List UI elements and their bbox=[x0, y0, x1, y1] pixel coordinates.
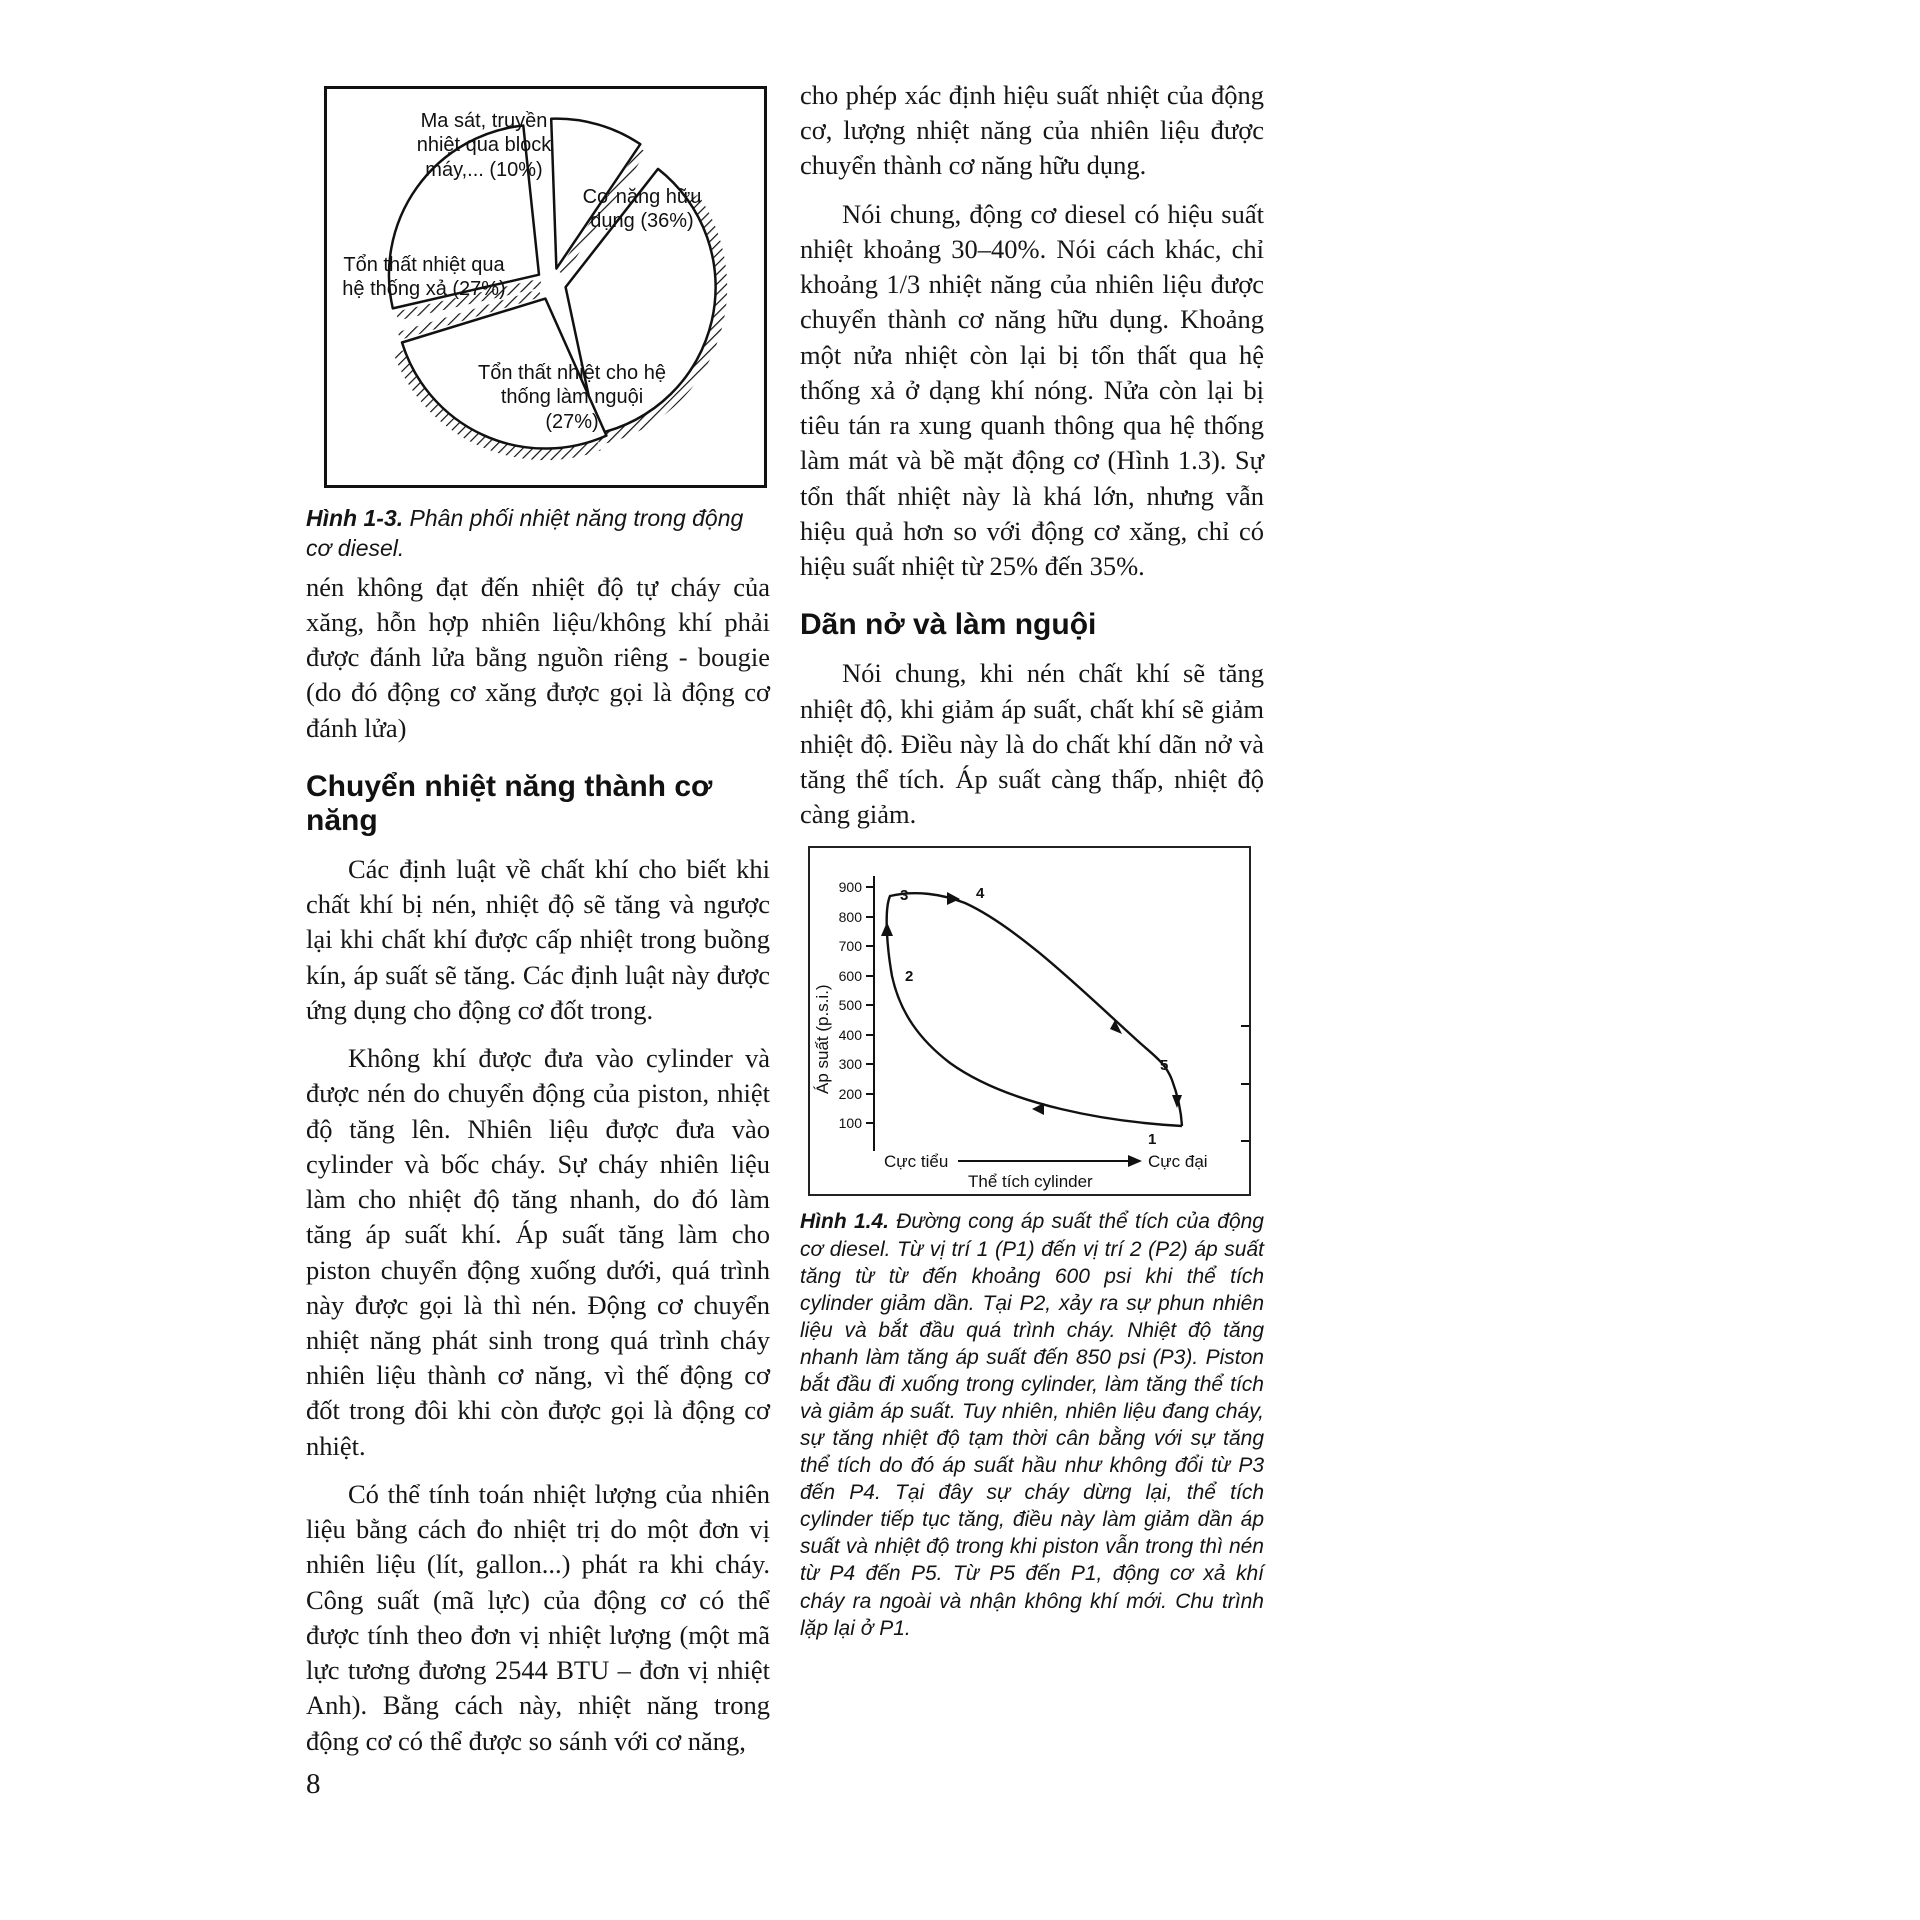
svg-text:900: 900 bbox=[838, 879, 862, 896]
svg-text:100: 100 bbox=[838, 1115, 862, 1132]
left-column bbox=[306, 86, 770, 1772]
pv-y-tick-labels bbox=[839, 879, 863, 1131]
pv-diagram-svg bbox=[810, 848, 1249, 1194]
pv-cycle-curve bbox=[887, 894, 1182, 1127]
svg-text:500: 500 bbox=[838, 997, 862, 1014]
svg-text:3: 3 bbox=[900, 887, 909, 905]
paragraph-expansion: Nói chung, khi nén chất khí sẽ tăng nhiệt độ, khi giảm áp suất, chất khí sẽ giảm nhiệt độ. Điều này là do chất khí dãn nở và tăng thể tích. Áp suất càng thấp, nhiệt độ càng giảm. bbox=[800, 658, 1264, 830]
pie-label-friction: Ma sát, truyền nhiệt qua block máy,... (10%) bbox=[416, 110, 552, 181]
pv-direction-arrows bbox=[881, 892, 1182, 1115]
pie-label-exhaust-loss: Tổn thất nhiệt qua hệ thống xả (27%) bbox=[342, 254, 506, 301]
section-heading-expansion-cooling: Dãn nở và làm nguội bbox=[800, 608, 1097, 642]
figure-1-3 bbox=[306, 86, 770, 564]
figure-1-3-caption-text: Phân phối nhiệt năng trong động cơ diesel. bbox=[306, 505, 744, 561]
paragraph-gas-laws: Các định luật về chất khí cho biết khi chất khí bị nén, nhiệt độ sẽ tăng và ngược lại khi chất khí được cấp nhiệt trong buồng kín, áp suất sẽ tăng. Các định luật này được ứng dụng cho động cơ đốt trong. bbox=[306, 853, 770, 1025]
pie-chart-frame bbox=[324, 86, 767, 488]
paragraph-thermal-efficiency-continuation: cho phép xác định hiệu suất nhiệt của động cơ, lượng nhiệt năng của nhiên liệu được chuyển thành cơ năng hữu dụng. bbox=[800, 80, 1264, 181]
pv-x-max-label: Cực đại bbox=[1148, 1152, 1208, 1172]
paragraph-engine-cycle: Không khí được đưa vào cylinder và được nén do chuyển động của piston, nhiệt độ tăng lên. Nhiên liệu được đưa vào cylinder và bốc cháy. Sự cháy nhiên liệu làm cho nhiệt độ tăng nhanh, do đó làm tăng áp suất khí. Áp suất tăng làm cho piston chuyển động xuống dưới, quá trình này được gọi là thì nén. Động cơ chuyển nhiệt năng phát sinh trong quá trình cháy nhiên liệu thành cơ năng, vì thế động cơ đốt trong đôi khi còn được gọi là động cơ nhiệt. bbox=[306, 1043, 770, 1461]
svg-text:300: 300 bbox=[838, 1056, 862, 1073]
pv-x-min-label: Cực tiểu bbox=[884, 1152, 949, 1172]
svg-text:2: 2 bbox=[905, 968, 914, 986]
figure-1-4-caption-label: Hình 1.4. bbox=[800, 1210, 889, 1234]
paragraph-heat-value: Có thể tính toán nhiệt lượng của nhiên liệu bằng cách đo nhiệt trị do một đơn vị nhiên liệu (lít, gallon...) phát ra khi cháy. Công suất (mã lực) của động cơ có thể được tính theo đơn vị nhiệt lượng (một mã lực tương đương 2544 BTU – đơn vị nhiệt Anh). Bằng cách này, nhiệt năng trong động cơ có thể được so sánh với cơ năng, bbox=[306, 1478, 770, 1756]
figure-1-4-caption bbox=[800, 1208, 1264, 1641]
pv-y-axis bbox=[866, 876, 874, 1151]
paragraph-ignition-continuation: nén không đạt đến nhiệt độ tự cháy của xăng, hỗn hợp nhiên liệu/không khí phải được đánh lửa bằng nguồn riêng - bougie (do đó động cơ xăng được gọi là động cơ đánh lửa) bbox=[306, 571, 770, 743]
svg-text:1: 1 bbox=[1148, 1131, 1157, 1149]
svg-text:800: 800 bbox=[838, 909, 862, 926]
pie-label-useful-work: Cơ năng hữu dụng (36%) bbox=[582, 186, 702, 233]
right-column bbox=[800, 78, 1264, 1642]
section-heading-heat-to-mechanical: Chuyển nhiệt năng thành cơ năng bbox=[306, 769, 713, 837]
paragraph-diesel-efficiency: Nói chung, động cơ diesel có hiệu suất nhiệt khoảng 30–40%. Nói cách khác, chỉ khoảng 1/3 nhiệt năng của nhiên liệu được chuyển thành cơ năng hữu dụng. Khoảng một nửa nhiệt còn lại bị tổn thất qua hệ thống xả ở dạng khí nóng. Nửa còn lại bị tiêu tán ra xung quanh thông qua hệ thống làm mát và bề mặt động cơ (Hình 1.3). Sự tổn thất nhiệt này là khá lớn, nhưng vẫn hiệu quả hơn so với động cơ xăng, chỉ có hiệu suất nhiệt từ 25% đến 35%. bbox=[800, 198, 1264, 582]
pv-y-axis-label: Áp suất (p.s.i.) bbox=[813, 984, 832, 1095]
pv-diagram-frame bbox=[808, 846, 1251, 1196]
svg-text:5: 5 bbox=[1160, 1057, 1169, 1075]
figure-1-3-caption-label: Hình 1-3. bbox=[306, 505, 404, 531]
pv-x-axis-label: Thể tích cylinder bbox=[968, 1172, 1093, 1192]
page-number: 8 bbox=[306, 1768, 321, 1800]
svg-text:200: 200 bbox=[838, 1086, 862, 1103]
svg-text:400: 400 bbox=[838, 1027, 862, 1044]
svg-text:700: 700 bbox=[838, 938, 862, 955]
svg-text:4: 4 bbox=[976, 885, 985, 903]
figure-1-4-caption-text: Đường cong áp suất thể tích của động cơ diesel. Từ vị trí 1 (P1) đến vị trí 2 (P2) áp suất tăng từ từ đến khoảng 600 psi khi thể tích cylinder giảm dần. Tại P2, xảy ra sự phun nhiên liệu và bắt đầu quá trình cháy. Nhiệt độ tăng nhanh làm tăng áp suất đến 850 psi (P3). Piston bắt đầu đi xuống trong cylinder, làm tăng thể tích và giảm áp suất. Tuy nhiên, nhiên liệu đang cháy, sự tăng nhiệt độ tạm thời cân bằng với sự tăng thể tích do đó áp suất hầu như không đổi từ P3 đến P4. Tại đây sự cháy dừng lại, thể tích cylinder tiếp tục tăng, điều này làm giảm dần áp suất và nhiệt độ trong khi piston vẫn trong thì nén từ P4 đến P5. Từ P5 đến P1, động cơ xả khí cháy ra ngoài và nhận không khí mới. Chu trình lặp lại ở P1. bbox=[800, 1210, 1264, 1640]
pv-x-axis bbox=[884, 1152, 1208, 1191]
pie-label-cooling-loss: Tổn thất nhiệt cho hệ thống làm nguội (27%) bbox=[478, 362, 666, 433]
svg-text:600: 600 bbox=[838, 968, 862, 985]
pv-right-edge-ticks bbox=[1241, 1026, 1249, 1141]
figure-1-3-caption bbox=[306, 504, 770, 564]
figure-1-4 bbox=[800, 846, 1264, 1196]
